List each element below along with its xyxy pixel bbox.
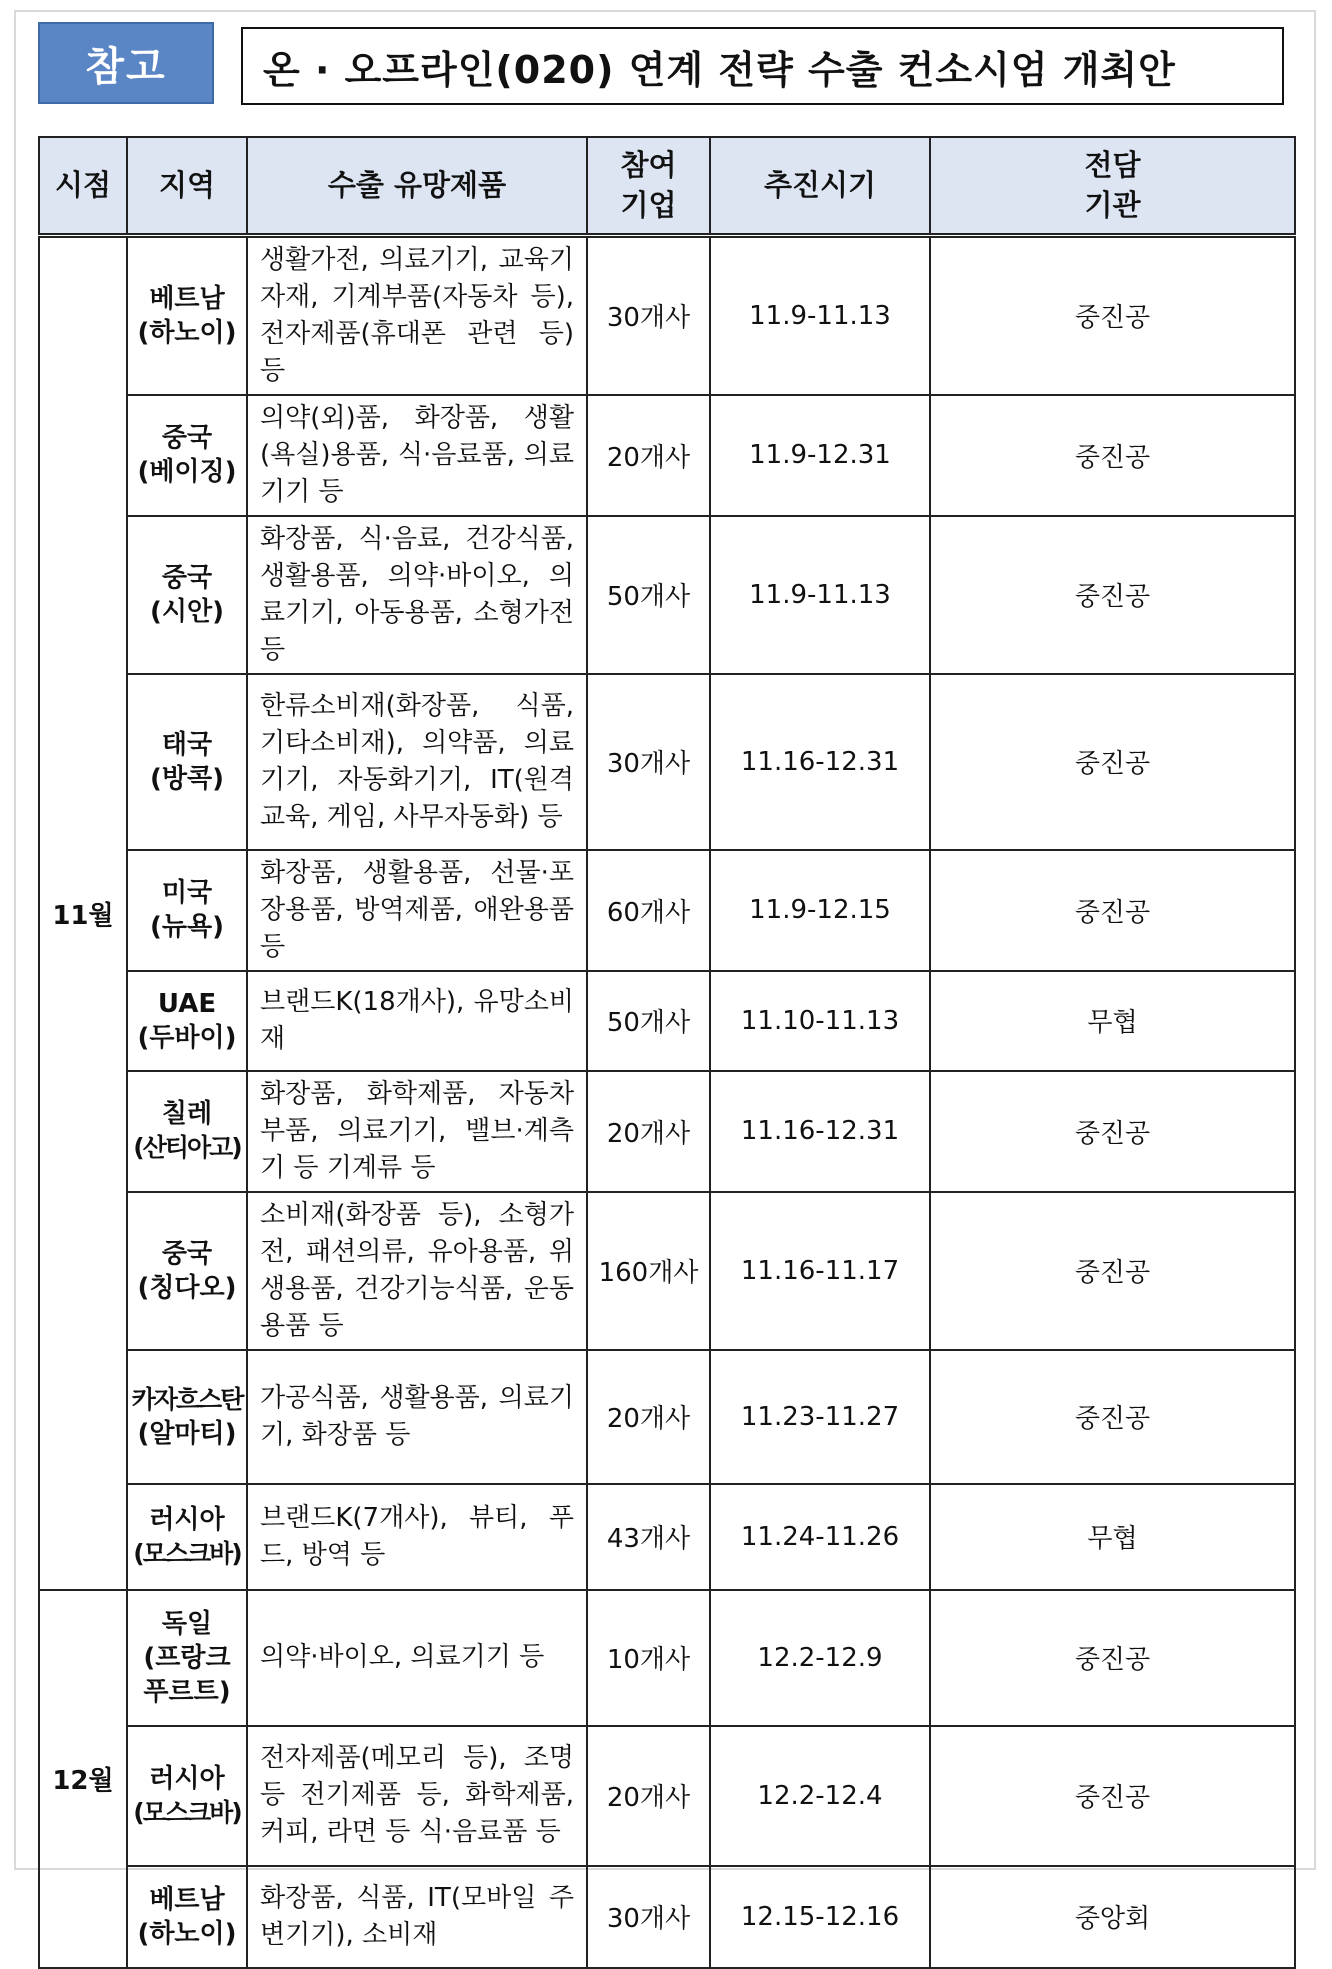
agency-cell: 중진공 (930, 1590, 1295, 1726)
products-cell: 브랜드K(7개사), 뷰티, 푸드, 방역 등 (247, 1484, 587, 1590)
table-row (39, 1866, 1295, 1968)
table-row (39, 1350, 1295, 1484)
header-companies (587, 137, 710, 235)
schedule-cell: 11.16-12.31 (710, 674, 930, 850)
region-cell: 러시아 (모스크바) (127, 1484, 247, 1590)
agency-cell: 중진공 (930, 1071, 1295, 1192)
region-cell: 독일 (프랑크 푸르트) (127, 1590, 247, 1726)
agency-cell: 중앙회 (930, 1866, 1295, 1968)
products-cell: 화장품, 식·음료, 건강식품, 생활용품, 의약·바이오, 의료기기, 아동용품, 소형가전 등 (247, 516, 587, 674)
table-row (39, 971, 1295, 1071)
companies-cell: 30개사 (587, 235, 710, 395)
reference-badge: 참고 (38, 22, 214, 104)
header-agency-line1: 전담 (1084, 148, 1141, 183)
table-row (39, 395, 1295, 516)
products-cell: 화장품, 식품, IT(모바일 주변기기), 소비재 (247, 1866, 587, 1968)
region-cell: 러시아 (모스크바) (127, 1726, 247, 1866)
companies-cell: 160개사 (587, 1192, 710, 1350)
products-cell: 가공식품, 생활용품, 의료기기, 화장품 등 (247, 1350, 587, 1484)
region-cell: 미국 (뉴욕) (127, 850, 247, 971)
schedule-cell: 11.10-11.13 (710, 971, 930, 1071)
schedule-cell: 12.2-12.4 (710, 1726, 930, 1866)
companies-cell: 50개사 (587, 516, 710, 674)
table-row (39, 1071, 1295, 1192)
table-row (39, 1484, 1295, 1590)
companies-cell: 43개사 (587, 1484, 710, 1590)
region-cell: UAE (두바이) (127, 971, 247, 1071)
region-cell: 베트남 (하노이) (127, 1866, 247, 1968)
header-period: 시점 (39, 137, 127, 235)
companies-cell: 60개사 (587, 850, 710, 971)
agency-cell: 중진공 (930, 1192, 1295, 1350)
agency-cell: 중진공 (930, 1726, 1295, 1866)
schedule-cell: 11.24-11.26 (710, 1484, 930, 1590)
table-row (39, 1192, 1295, 1350)
page-title: 온 · 오프라인(020) 연계 전략 수출 컨소시엄 개최안 (241, 27, 1284, 105)
table-row (39, 1726, 1295, 1866)
schedule-cell: 11.16-12.31 (710, 1071, 930, 1192)
consortium-schedule-table (38, 136, 1296, 1969)
agency-cell: 무협 (930, 1484, 1295, 1590)
companies-cell: 20개사 (587, 1350, 710, 1484)
month-cell-december: 12월 (39, 1590, 127, 1968)
header-schedule: 추진시기 (710, 137, 930, 235)
schedule-cell: 12.2-12.9 (710, 1590, 930, 1726)
schedule-cell: 12.15-12.16 (710, 1866, 930, 1968)
products-cell: 의약(외)품, 화장품, 생활(욕실)용품, 식·음료품, 의료기기 등 (247, 395, 587, 516)
header-region: 지역 (127, 137, 247, 235)
products-cell: 소비재(화장품 등), 소형가전, 패션의류, 유아용품, 위생용품, 건강기능식품, 운동용품 등 (247, 1192, 587, 1350)
schedule-cell: 11.16-11.17 (710, 1192, 930, 1350)
region-cell: 카자흐스탄 (알마티) (127, 1350, 247, 1484)
region-cell: 중국 (베이징) (127, 395, 247, 516)
region-cell: 칠레 (산티아고) (127, 1071, 247, 1192)
schedule-cell: 11.9-12.15 (710, 850, 930, 971)
products-cell: 화장품, 생활용품, 선물·포장용품, 방역제품, 애완용품 등 (247, 850, 587, 971)
region-cell: 중국 (칭다오) (127, 1192, 247, 1350)
table-row (39, 516, 1295, 674)
products-cell: 브랜드K(18개사), 유망소비재 (247, 971, 587, 1071)
products-cell: 전자제품(메모리 등), 조명 등 전기제품 등, 화학제품, 커피, 라면 등 식·음료품 등 (247, 1726, 587, 1866)
region-cell: 태국 (방콕) (127, 674, 247, 850)
header-companies-line2: 기업 (620, 188, 677, 223)
products-cell: 의약·바이오, 의료기기 등 (247, 1590, 587, 1726)
agency-cell: 중진공 (930, 850, 1295, 971)
table-row (39, 1590, 1295, 1726)
agency-cell: 중진공 (930, 674, 1295, 850)
companies-cell: 20개사 (587, 1726, 710, 1866)
table-row (39, 235, 1295, 395)
table-row (39, 674, 1295, 850)
agency-cell: 무협 (930, 971, 1295, 1071)
agency-cell: 중진공 (930, 395, 1295, 516)
header-agency-line2: 기관 (1084, 188, 1141, 223)
products-cell: 한류소비재(화장품, 식품, 기타소비재), 의약품, 의료기기, 자동화기기, IT(원격교육, 게임, 사무자동화) 등 (247, 674, 587, 850)
schedule-cell: 11.9-11.13 (710, 235, 930, 395)
companies-cell: 50개사 (587, 971, 710, 1071)
schedule-cell: 11.9-12.31 (710, 395, 930, 516)
schedule-cell: 11.23-11.27 (710, 1350, 930, 1484)
header-products: 수출 유망제품 (247, 137, 587, 235)
table-header-row (39, 137, 1295, 235)
month-cell-november: 11월 (39, 235, 127, 1590)
header-companies-line1: 참여 (620, 148, 677, 183)
schedule-cell: 11.9-11.13 (710, 516, 930, 674)
companies-cell: 10개사 (587, 1590, 710, 1726)
table-row (39, 850, 1295, 971)
agency-cell: 중진공 (930, 1350, 1295, 1484)
products-cell: 생활가전, 의료기기, 교육기자재, 기계부품(자동차 등), 전자제품(휴대폰 관련 등) 등 (247, 235, 587, 395)
products-cell: 화장품, 화학제품, 자동차 부품, 의료기기, 밸브·계측기 등 기계류 등 (247, 1071, 587, 1192)
region-cell: 중국 (시안) (127, 516, 247, 674)
header-agency (930, 137, 1295, 235)
region-cell: 베트남 (하노이) (127, 235, 247, 395)
companies-cell: 20개사 (587, 395, 710, 516)
agency-cell: 중진공 (930, 516, 1295, 674)
companies-cell: 30개사 (587, 1866, 710, 1968)
agency-cell: 중진공 (930, 235, 1295, 395)
companies-cell: 20개사 (587, 1071, 710, 1192)
companies-cell: 30개사 (587, 674, 710, 850)
